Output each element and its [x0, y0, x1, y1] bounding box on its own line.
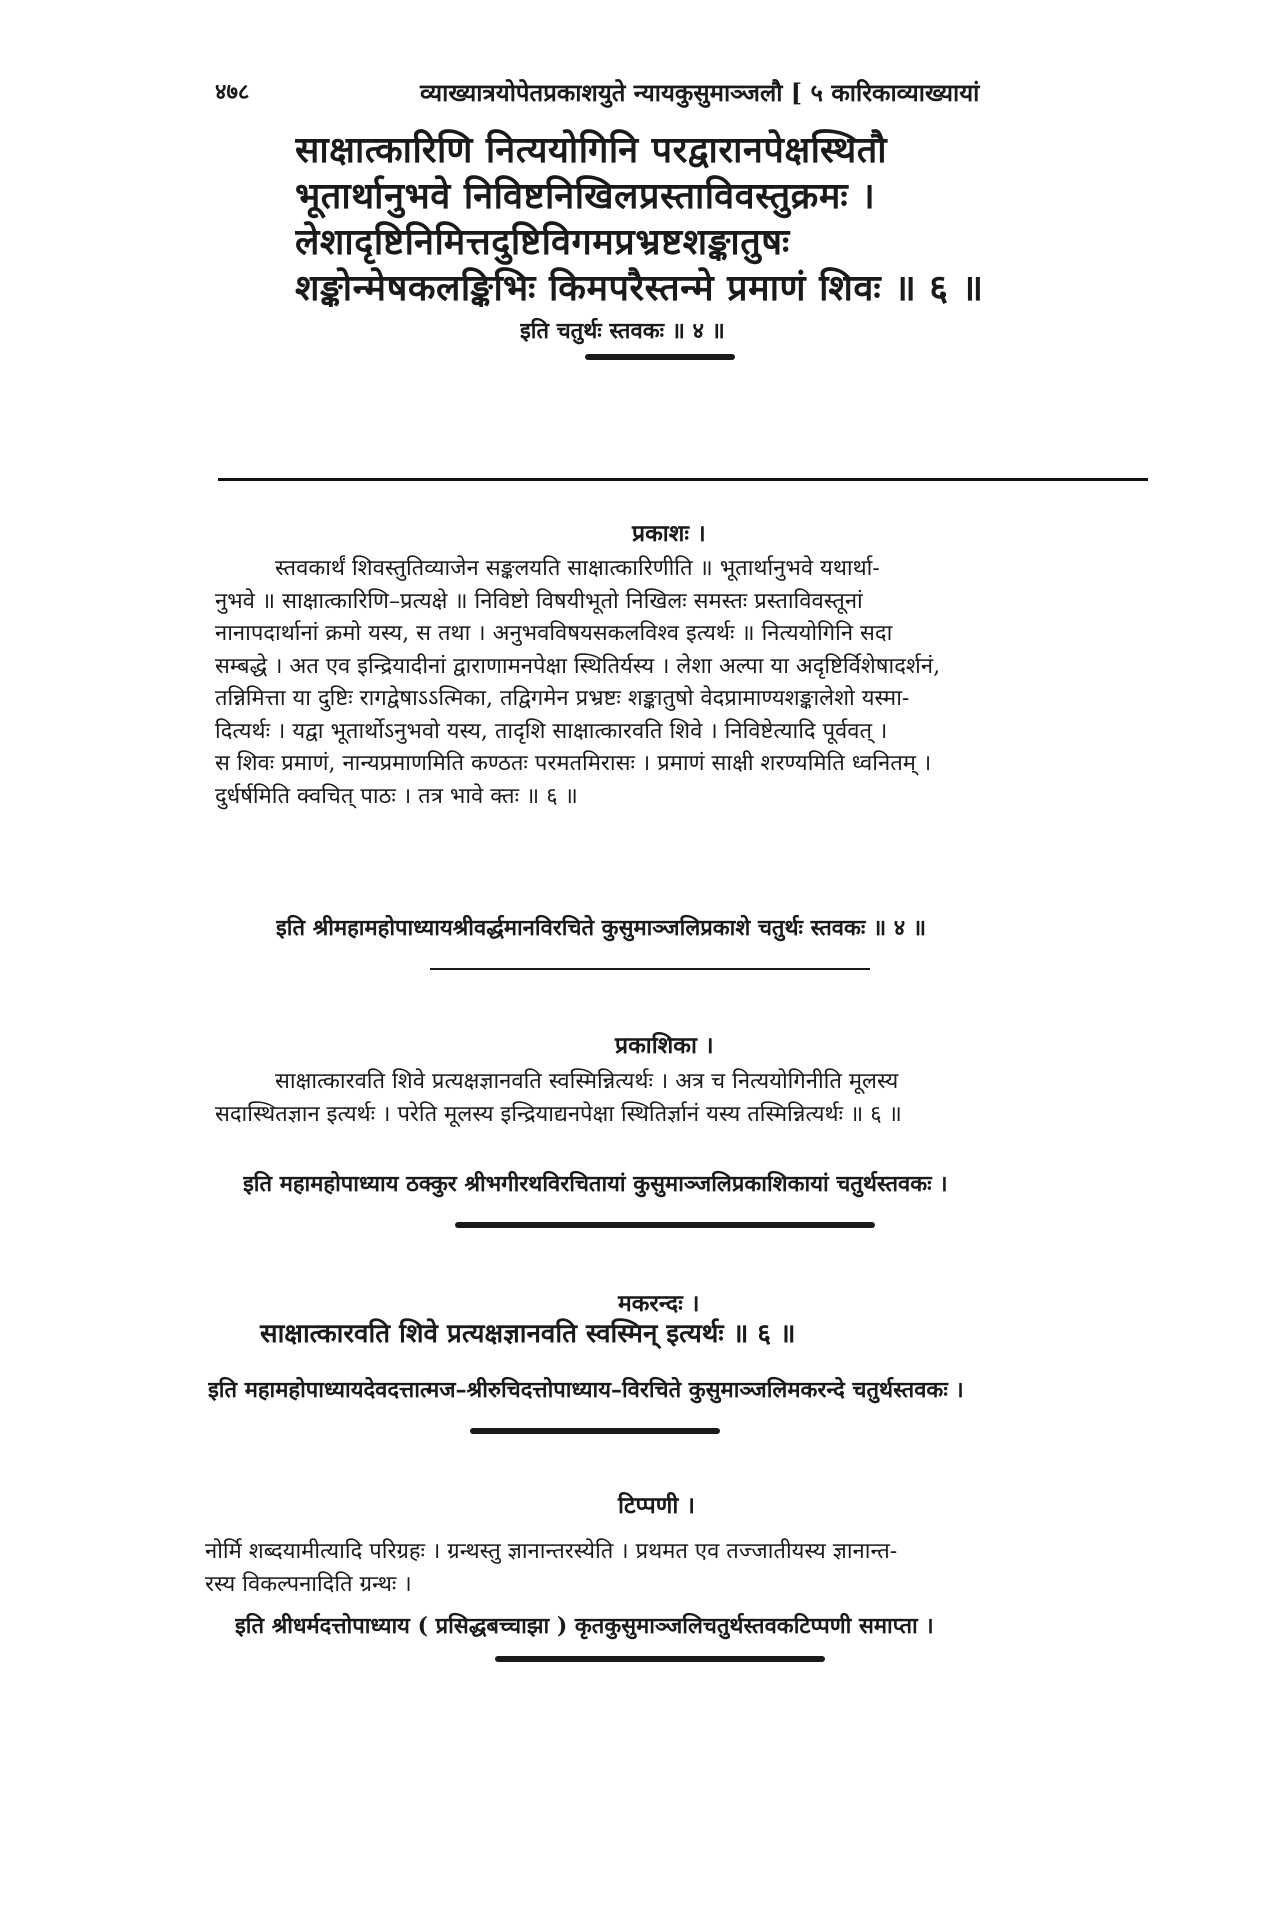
running-header: [215, 72, 1145, 112]
prakashika-line: सदास्थितज्ञान इत्यर्थः । परेति मूलस्य इन्द्रियाद्यनपेक्षा स्थितिर्ज्ञानं यस्य तस्मिन्नित्यर्थः ॥ ६ ॥: [215, 1101, 902, 1127]
prakashika-heading: प्रकाशिका ।: [615, 1032, 714, 1059]
prakasha-line: नानापदार्थानां क्रमो यस्य, स तथा । अनुभवविषयसकलविश्व इत्यर्थः ॥ नित्ययोगिनि सदा: [215, 621, 893, 646]
ornament-divider: [455, 1222, 875, 1228]
prakasha-line: स शिवः प्रमाणं, नान्यप्रमाणमिति कण्ठतः परमतमिरासः । प्रमाणं साक्षी शरण्यमिति ध्वनितम् ।: [215, 751, 932, 776]
verse-line-4: शङ्कोन्मेषकलङ्किभिः किमपरैस्तन्मे प्रमाणं शिवः ॥ ६ ॥: [295, 267, 984, 309]
tippani-line: रस्य विकल्पनादिति ग्रन्थः ।: [205, 1571, 412, 1597]
makaranda-line: साक्षात्कारवति शिवे प्रत्यक्षज्ञानवति स्वस्मिन् इत्यर्थः ॥ ६ ॥: [260, 1319, 796, 1349]
makaranda-heading: मकरन्दः ।: [618, 1290, 700, 1317]
ornament-divider: [495, 1656, 825, 1662]
prakasha-colophon: इति श्रीमहामहोपाध्यायश्रीवर्द्धमानविरचिते कुसुमाञ्जलिप्रकाशे चतुर्थः स्तवकः ॥ ४ ॥: [276, 915, 927, 941]
prakashika-colophon: इति महामहोपाध्याय ठक्कुर श्रीभगीरथविरचितायां कुसुमाञ्जलिप्रकाशिकायां चतुर्थस्तवकः ।: [243, 1171, 948, 1197]
tippani-commentary: [205, 1536, 1135, 1601]
tippani-heading: टिप्पणी ।: [618, 1492, 696, 1519]
verse-colophon: इति चतुर्थः स्तवकः ॥ ४ ॥: [520, 318, 725, 344]
page-number: ४७८: [215, 79, 250, 105]
prakashika-line: साक्षात्कारवति शिवे प्रत्यक्षज्ञानवति स्वस्मिन्नित्यर्थः । अत्र च नित्ययोगिनीति मूलस्य: [275, 1069, 899, 1094]
verse-line-1: साक्षात्कारिणि नित्ययोगिनि परद्वारानपेक्षस्थितौ: [295, 129, 888, 171]
running-title: व्याख्यात्रयोपेतप्रकाशयुते न्यायकुसुमाञ्जलौ [ ५ कारिकाव्याख्यायां: [420, 78, 980, 107]
section-rule: [218, 478, 1148, 481]
prakasha-line: दित्यर्थः । यद्वा भूतार्थोऽनुभवो यस्य, तादृशि साक्षात्कारवति शिवे । निविष्टेत्यादि पूर्ववत् ।: [215, 718, 888, 744]
makaranda-commentary: [215, 1318, 1145, 1351]
verse-line-2: भूतार्थानुभवे निविष्टनिखिलप्रस्ताविवस्तुक्रमः ।: [295, 175, 876, 217]
makaranda-colophon: इति महामहोपाध्यायदेवदत्तात्मज–श्रीरुचिदत्तोपाध्याय–विरचिते कुसुमाञ्जलिमकरन्दे चतुर्थस्तवकः ।: [208, 1377, 964, 1403]
rule-divider: [430, 968, 870, 970]
prakasha-line: तन्निमित्ता या दुष्टिः रागद्वेषाऽऽत्मिका, तद्विगमेन प्रभ्रष्टः शङ्कातुषो वेदप्रामाण्यशङ्कालेशो यस्मा-: [215, 686, 910, 711]
prakasha-commentary: [215, 553, 1145, 813]
prakashika-commentary: [215, 1066, 1145, 1131]
ornament-divider: [585, 354, 735, 360]
ornament-divider: [470, 1428, 720, 1434]
tippani-line: नोर्मि शब्दयामीत्यादि परिग्रहः । ग्रन्थस्तु ज्ञानान्तरस्येति । प्रथमत एव तज्जातीयस्य ज्ञानान्त-: [205, 1539, 898, 1564]
prakasha-line: सम्बद्धे । अत एव इन्द्रियादीनां द्वाराणामनपेक्षा स्थितिर्यस्य । लेशा अल्पा या अदृष्टिर्विशेषादर्शनं,: [215, 653, 941, 679]
prakasha-heading: प्रकाशः ।: [632, 520, 706, 547]
prakasha-line: दुर्धर्षमिति क्वचित् पाठः । तत्र भावे क्तः ॥ ६ ॥: [215, 783, 578, 809]
verse-line-3: लेशादृष्टिनिमित्तदुष्टिविगमप्रभ्रष्टशङ्कातुषः: [295, 221, 790, 263]
prakasha-line: स्तवकार्थं शिवस्तुतिव्याजेन सङ्कलयति साक्षात्कारिणीति ॥ भूतार्थानुभवे यथार्था-: [275, 556, 880, 581]
prakasha-line: नुभवे ॥ साक्षात्कारिणि–प्रत्यक्षे ॥ निविष्टो विषयीभूतो निखिलः समस्तः प्रस्ताविवस्तूनां: [215, 588, 863, 614]
tippani-colophon: इति श्रीधर्मदत्तोपाध्याय ( प्रसिद्धबच्चाझा ) कृतकुसुमाञ्जलिचतुर्थस्तवकटिप्पणी समाप्ता ।: [235, 1613, 934, 1639]
